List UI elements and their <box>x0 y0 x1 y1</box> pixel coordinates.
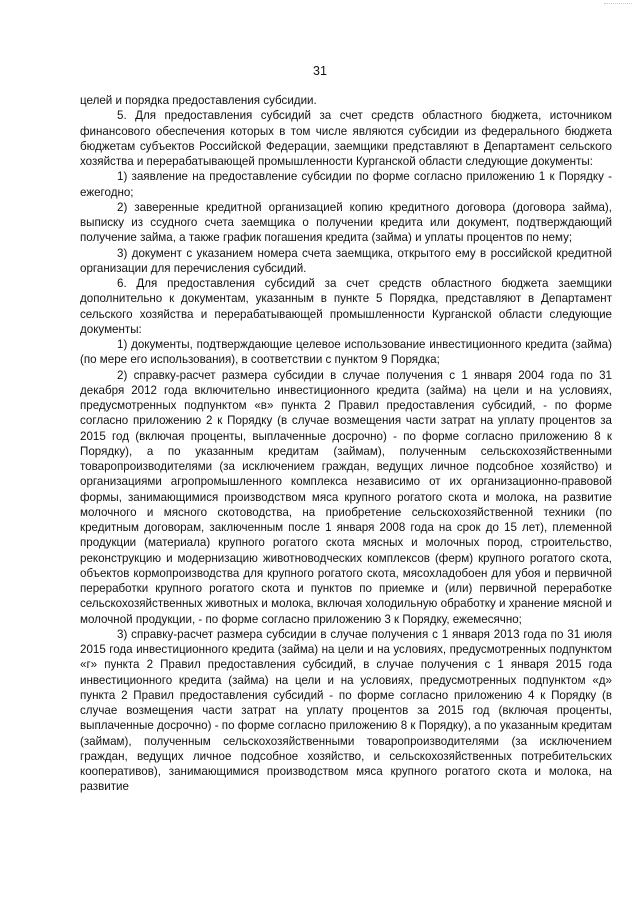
paragraph-6-sub-1: 1) документы, подтверждающие целевое использование инвестиционного кредита (займа) (по мере его использования), в соответствии с пунктом 9 Порядка; <box>80 338 612 367</box>
paragraph-item-5: 5. Для предоставления субсидий за счет средств областного бюджета, источником финансового обеспечения которых в том числе являются субсидии из федерального бюджета бюджетам субъектов Российской Федерации, заемщики представляют в Департамент сельского хозяйства и перерабатывающей промышленности Курганской области следующие документы: <box>80 109 612 168</box>
paragraph-5-sub-3: 3) документ с указанием номера счета заемщика, открытого ему в российской кредитной организации для перечисления субсидий. <box>80 246 612 275</box>
paragraph-6-sub-2: 2) справку-расчет размера субсидии в случае получения с 1 января 2004 года по 31 декабря 2012 года включительно инвестиционного кредита (займа) на цели и на условиях, предусмотренных подпунктом «в» пункта 2 Правил предоставления субсидий, - по форме согласно приложению 2 к Порядку (в случае возмещения части затрат на уплату процентов за 2015 год (включая проценты, выплаченные досрочно) - по форме согласно приложению 8 к Порядку), а по указанным кредитам (займам), полученным сельскохозяйственными товаропроизводителями (за исключением граждан, ведущих личное подсобное хозяйство) и организациями агропромышленного комплекса независимо от их организационно-правовой формы, занимающимися производством мяса крупного рогатого скота и молока, на развитие молочного и мясного скотоводства, на приобретение сельскохозяйственной техники (по кредитным договорам, заключенным после 1 января 2008 года на срок до 15 лет), племенной продукции (материала) крупного рогатого скота мясных и молочных пород, строительство, реконструкцию и модернизацию животноводческих комплексов (ферм) крупного рогатого скота, объектов кормопроизводства для крупного рогатого скота, мясохладобоен для убоя и первичной переработки крупного рогатого скота и пунктов по приемке и (или) первичной переработке сельскохозяйственных животных и молока, включая холодильную обработку и хранение мясной и молочной продукции, - по форме согласно приложению 3 к Порядку, ежемесячно; <box>80 368 612 626</box>
paragraph-item-6: 6. Для предоставления субсидий за счет средств областного бюджета заемщики дополнительно к документам, указанным в пункте 5 Порядка, представляют в Департамент сельского хозяйства и перерабатывающей промышленности Курганской области следующие документы: <box>80 277 612 336</box>
scan-artifact <box>604 3 632 7</box>
paragraph-continuation: целей и порядка предоставления субсидии. <box>80 94 317 107</box>
page-number: 31 <box>313 64 327 78</box>
paragraph-6-sub-3: 3) справку-расчет размера субсидии в случае получения с 1 января 2013 года по 31 июля 2015 года инвестиционного кредита (займа) на цели и на условиях, предусмотренных подпунктом «г» пункта 2 Правил предоставления субсидий, в случае получения с 1 января 2015 года инвестиционного кредита (займа) на цели и на условиях, предусмотренных подпунктом «д» пункта 2 Правил предоставления субсидий - по форме согласно приложению 4 к Порядку (в случае возмещения части затрат на уплату процентов за 2015 год (включая проценты, выплаченные досрочно) - по форме согласно приложению 8 к Порядку), а по указанным кредитам (займам), полученным сельскохозяйственными товаропроизводителями (за исключением граждан, ведущих личное подсобное хозяйство, и сельскохозяйственных потребительских кооперативов), занимающимися производством мяса крупного рогатого скота и молока, на развитие <box>80 627 612 794</box>
document-body <box>80 93 612 795</box>
paragraph-5-sub-2: 2) заверенные кредитной организацией копию кредитного договора (договора займа), выписку из ссудного счета заемщика о получении кредита или документ, подтверждающий получение займа, а также график погашения кредита (займа) и уплаты процентов по нему; <box>80 200 612 245</box>
paragraph-5-sub-1: 1) заявление на предоставление субсидии по форме согласно приложению 1 к Порядку - ежегодно; <box>80 170 612 199</box>
